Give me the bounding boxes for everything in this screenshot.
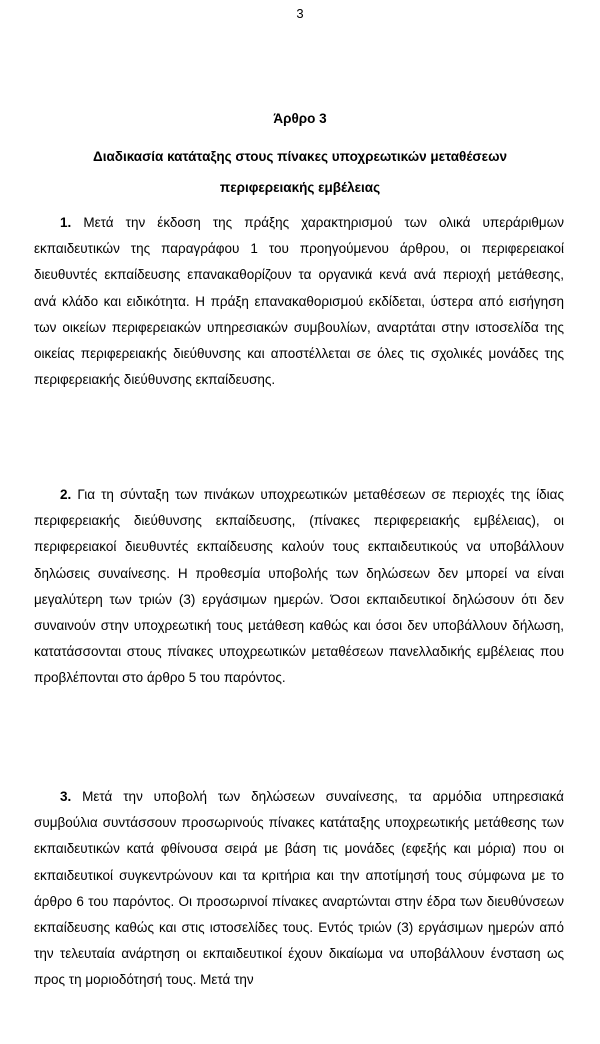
paragraph-1 <box>34 210 564 393</box>
article-title: Διαδικασία κατάταξης στους πίνακες υποχρεωτικών μεταθέσεων περιφερειακής εμβέλειας <box>93 149 507 195</box>
paragraph-3-text: Μετά την υποβολή των δηλώσεων συναίνεσης, τα αρμόδια υπηρεσιακά συμβούλια συντάσσουν προσωρινούς πίνακες κατάταξης υποχρεωτικής μετάθεσης των εκπαιδευτικών κατά φθίνουσα σειρά με βάση τις μονάδες (εφεξής και μόρια) που οι εκπαιδευτικοί συγκεντρώνουν και τα κριτήρια και την αποτίμησή τους σύμφωνα με το άρθρο 6 του παρόντος. Οι προσωρινοί πίνακες αναρτώνται στην έδρα των διευθύνσεων εκπαίδευσης καθώς και στις ιστοσελίδες τους. Εντός τριών (3) εργάσιμων ημερών από την τελευταία ανάρτηση οι εκπαιδευτικοί έχουν δικαίωμα να υποβάλλουν ένσταση ως προς τη μοριοδότησή τους. Μετά την <box>34 789 564 988</box>
paragraph-2-number: 2. <box>60 487 72 502</box>
paragraph-2-text: Για τη σύνταξη των πινάκων υποχρεωτικών μεταθέσεων σε περιοχές της ίδιας περιφερειακής διεύθυνσης εκπαίδευσης, (πίνακες περιφερειακής εμβέλειας), οι περιφερειακοί διευθυντές εκπαίδευσης καλούν τους εκπαιδευτικούς να υποβάλλουν δηλώσεις συναίνεσης. Η προθεσμία υποβολής των δηλώσεων δεν μπορεί να είναι μεγαλύτερη των τριών (3) εργάσιμων ημερών. Όσοι εκπαιδευτικοί δηλώσουν ότι δεν συναινούν στην υποχρεωτική τους μετάθεση καθώς και όσοι δεν υποβάλλουν δήλωση, κατατάσσονται στους πίνακες υποχρεωτικών μεταθέσεων πανελλαδικής εμβέλειας που προβλέπονται στο άρθρο 5 του παρόντος. <box>34 487 564 686</box>
paragraph-3 <box>34 784 564 994</box>
paragraph-1-text: Μετά την έκδοση της πράξης χαρακτηρισμού των ολικά υπεράριθμων εκπαιδευτικών της παραγράφου 1 του προηγούμενου άρθρου, οι περιφερειακοί διευθυντές εκπαίδευσης επανακαθορίζουν τα οργανικά κενά ανά περιοχή μετάθεσης, ανά κλάδο και ειδικότητα. Η πράξη επανακαθορισμού εκδίδεται, ύστερα από εισήγηση των οικείων περιφερειακών υπηρεσιακών συμβουλίων, αναρτάται στην ιστοσελίδα της οικείας περιφερειακής διεύθυνσης και αποστέλλεται σε όλες τις σχολικές μονάδες της περιφερειακής διεύθυνσης εκπαίδευσης. <box>34 215 564 388</box>
paragraph-1-number: 1. <box>60 215 72 230</box>
paragraph-3-number: 3. <box>60 789 72 804</box>
article-heading: Άρθρο 3 <box>273 111 327 126</box>
page-number: 3 <box>296 6 304 21</box>
paragraph-2 <box>34 482 564 692</box>
